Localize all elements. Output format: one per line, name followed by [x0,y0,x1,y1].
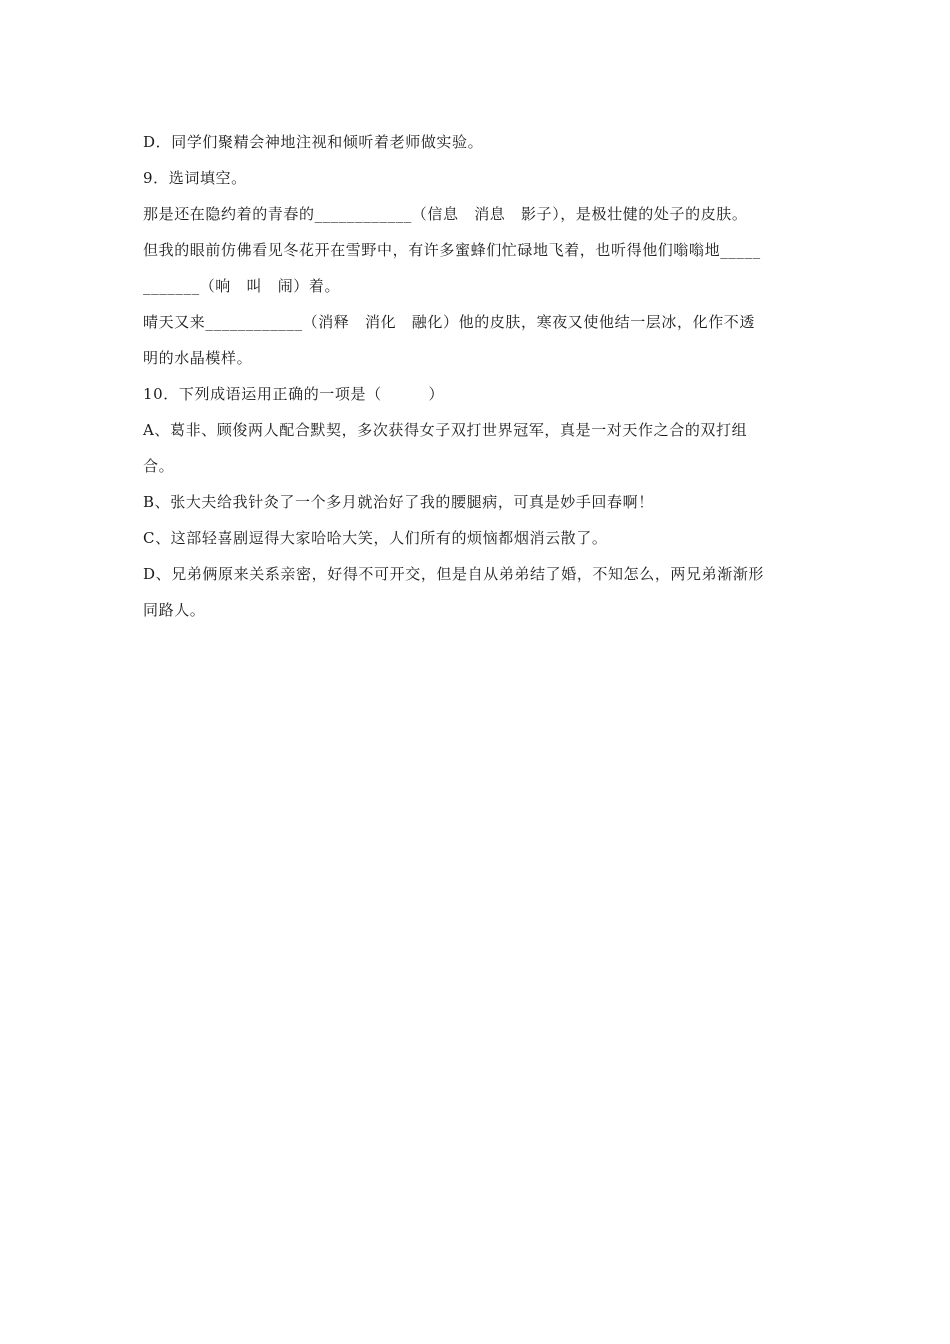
q10-option-d-line-2: 同路人。 [143,601,206,619]
q10-option-d-line-1: D、兄弟俩原来关系亲密，好得不可开交，但是自从弟弟结了婚，不知怎么，两兄弟渐渐形 [143,565,765,583]
q9-sentence-2-line-1: 但我的眼前仿佛看见冬花开在雪野中，有许多蜜蜂们忙碌地飞着，也听得他们嗡嗡地_____ [143,241,761,259]
q10-option-a-line-2: 合。 [143,457,175,475]
q10-option-b: B、张大夫给我针灸了一个多月就治好了我的腰腿病，可真是妙手回春啊！ [143,493,654,511]
q10-title: 10．下列成语运用正确的一项是（ ） [143,385,445,403]
q10-option-a-line-1: A、葛非、顾俊两人配合默契，多次获得女子双打世界冠军，真是一对天作之合的双打组 [143,421,748,439]
document-page [143,124,809,628]
q9-title: 9．选词填空。 [143,169,247,187]
q9-sentence-1: 那是还在隐约着的青春的____________（信息 消息 影子），是极壮健的处子的皮肤。 [143,205,748,223]
q10-option-c: C、这部轻喜剧逗得大家哈哈大笑，人们所有的烦恼都烟消云散了。 [143,529,608,547]
q9-sentence-2-line-2: _______（响 叫 闹）着。 [143,277,341,295]
q8-option-d: D．同学们聚精会神地注视和倾听着老师做实验。 [143,133,484,151]
q9-sentence-3-line-2: 明的水晶模样。 [143,349,253,367]
q9-sentence-3-line-1: 晴天又来____________（消释 消化 融化）他的皮肤，寒夜又使他结一层冰，化作不透 [143,313,756,331]
